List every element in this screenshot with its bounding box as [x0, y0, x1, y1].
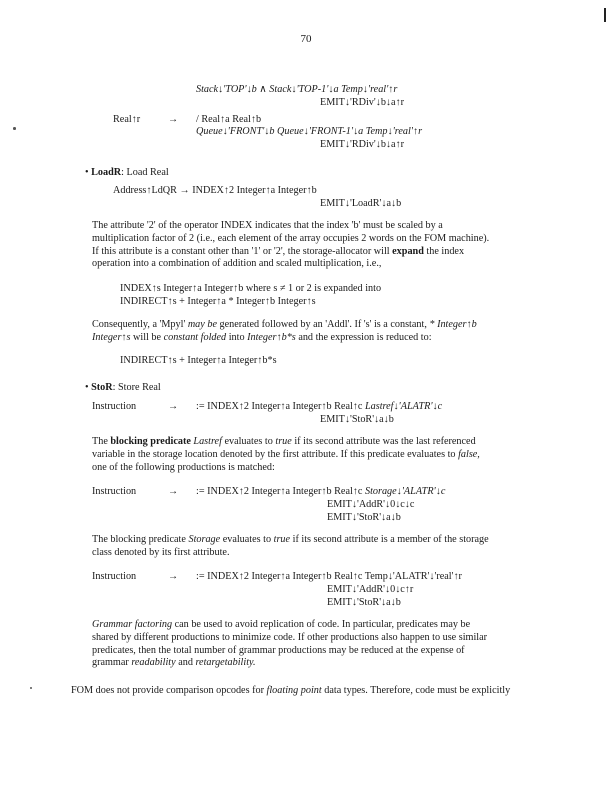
- production-arrow: →: [168, 401, 179, 412]
- production-arrow: →: [168, 486, 179, 497]
- production-lhs: Instruction: [92, 401, 137, 412]
- scan-edge-mark: [604, 8, 606, 22]
- production-rhs: := INDEX↑2 Integer↑a Integer↑b Real↑c Lastref↓'ALATR'↓c: [196, 401, 443, 412]
- paragraph: [92, 619, 592, 670]
- page-number: 70: [300, 33, 312, 45]
- text-line: If this attribute is a constant other than '1' or '2', the storage-allocator will expand the index: [92, 245, 465, 257]
- production-emit: EMIT↓'RDiv'↓b↓a↑r: [320, 97, 405, 108]
- expansion-line: INDEX↑s Integer↑a Integer↑b where s ≠ 1 or 2 is expanded into: [120, 283, 382, 294]
- expansion-line: INDIRECT↑s + Integer↑a * Integer↑b Integer↑s: [120, 296, 316, 307]
- production-rhs: := INDEX↑2 Integer↑a Integer↑b Real↑c Temp↓'ALATR'↓'real'↑r: [196, 571, 462, 582]
- production-emit: EMIT↓'RDiv'↓b↓a↑r: [320, 139, 405, 150]
- section-heading-loadr: [85, 167, 169, 180]
- bullet: •: [85, 167, 92, 178]
- heading-name: LoadR: [91, 167, 122, 178]
- text-line: operation into a combination of addition and scaled multiplication, i.e.,: [92, 258, 382, 270]
- production-arrow: →: [168, 571, 179, 582]
- production-emit: EMIT↓'StoR'↓a↓b: [320, 414, 394, 425]
- paragraph: [92, 319, 592, 345]
- production-emit: EMIT↓'StoR'↓a↓b: [327, 512, 401, 523]
- text-line: one of the following productions is matched:: [92, 461, 275, 473]
- paragraph: [92, 436, 592, 474]
- scan-speck: [30, 687, 32, 689]
- text-line: variable in the storage location denoted by the first attribute. If this predicate evaluates to false,: [92, 448, 480, 460]
- final-paragraph: FOM does not provide comparison opcodes for floating point data types. Therefore, code must be explicitly: [71, 685, 511, 696]
- text-line: predicates, then the total number of grammar productions may be reduced at the expense of: [92, 644, 465, 656]
- text-line: The blocking predicate Storage evaluates to true if its second attribute is a member of the storage: [92, 534, 489, 545]
- heading-rest: : Store Real: [112, 382, 161, 393]
- production-lhs: Instruction: [92, 571, 137, 582]
- production-line: Stack↓'TOP'↓b ∧ Stack↓'TOP-1'↓a Temp↓'real'↑r: [196, 84, 398, 95]
- bullet: •: [85, 382, 92, 393]
- production-rhs: := INDEX↑2 Integer↑a Integer↑b Real↑c Storage↓'ALATR'↓c: [196, 486, 446, 497]
- text-line: multiplication factor of 2 (i.e., each element of the array occupies 2 words on the FOM machine).: [92, 232, 490, 244]
- text-line: Grammar factoring can be used to avoid replication of code. In particular, predicates may be: [92, 619, 471, 630]
- heading-rest: : Load Real: [121, 167, 169, 178]
- text-line: class denoted by its first attribute.: [92, 546, 230, 558]
- text-line: The attribute '2' of the operator INDEX indicates that the index 'b' must be scaled by a: [92, 220, 443, 231]
- scan-speck: [13, 127, 16, 130]
- production-lhs: Instruction: [92, 486, 137, 497]
- text-line: shared by different productions to minimize code. If other productions also happen to use similar: [92, 631, 488, 643]
- text-line: The blocking predicate Lastref evaluates to true if its second attribute was the last referenced: [92, 436, 476, 447]
- text-line: grammar readability and retargetability.: [92, 657, 256, 669]
- text-line: Integer↑s will be constant folded into Integer↑b*s and the expression is reduced to:: [92, 331, 432, 343]
- production-emit: EMIT↓'AddR'↓0↓c↓c: [327, 499, 415, 510]
- production-emit: EMIT↓'StoR'↓a↓b: [327, 597, 401, 608]
- production-line: Queue↓'FRONT'↓b Queue↓'FRONT-1'↓a Temp↓'real'↑r: [196, 126, 423, 137]
- section-heading-storr: [85, 382, 161, 395]
- production-emit: EMIT↓'LoadR'↓a↓b: [320, 198, 402, 209]
- production-lhs: Real↑r: [113, 114, 141, 125]
- paragraph: [92, 220, 592, 271]
- production-line: / Real↑a Real↑b: [196, 114, 262, 125]
- paragraph: [92, 534, 592, 560]
- production-arrow: →: [168, 114, 179, 125]
- production-line: Address↑LdQR → INDEX↑2 Integer↑a Integer↑b: [113, 185, 317, 196]
- reduced-expression: INDIRECT↑s + Integer↑a Integer↑b*s: [120, 355, 277, 366]
- heading-name: StoR: [91, 382, 113, 393]
- production-emit: EMIT↓'AddR'↓0↓c↑r: [327, 584, 414, 595]
- text-line: Consequently, a 'Mpyl' may be generated followed by an 'Addl'. If 's' is a constant, * Integer↑b: [92, 319, 477, 330]
